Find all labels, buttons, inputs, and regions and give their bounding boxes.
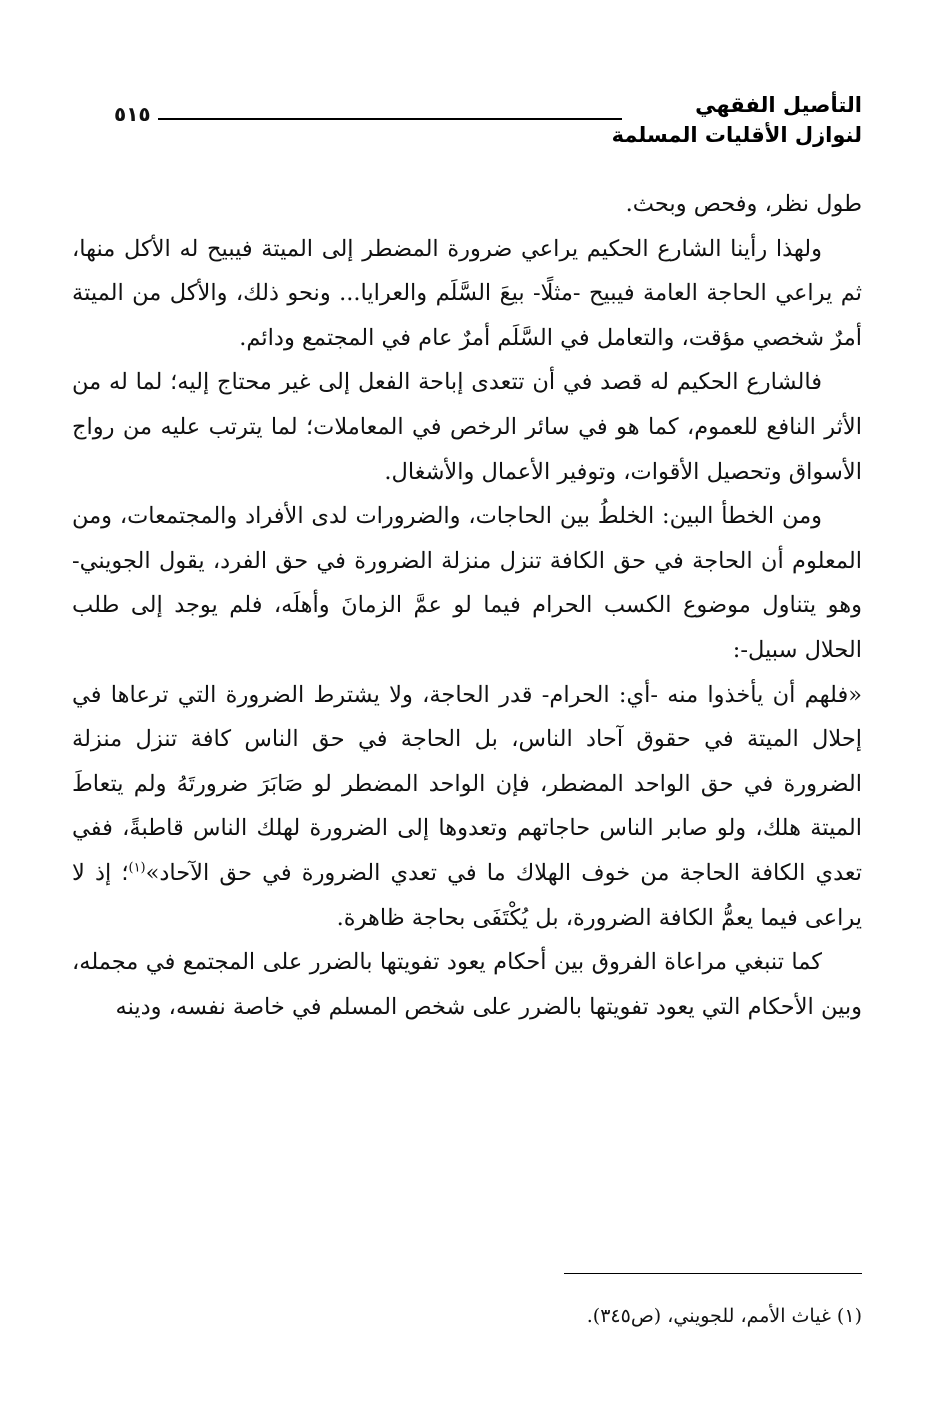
footnote-marker: (١) xyxy=(128,860,146,876)
page-header xyxy=(100,90,862,160)
running-title-line-1: التأصيل الفقهي xyxy=(695,93,862,117)
running-title xyxy=(612,90,862,150)
paragraph-2: ولهذا رأينا الشارع الحكيم يراعي ضرورة المضطر إلى الميتة فيبيح له الأكل منها، ثم يراعي الحاجة العامة فيبيح -مثلًا- بيعَ السَّلَم والعرايا... ونحو ذلك، والأكل من الميتة أمرٌ شخصي مؤقت، والتعامل في السَّلَم أمرٌ عام في المجتمع ودائم. xyxy=(72,235,862,351)
footnote-rule xyxy=(564,1273,862,1274)
paragraph-4: ومن الخطأ البين: الخلطُ بين الحاجات، والضرورات لدى الأفراد والمجتمعات، ومن المعلوم أن الحاجة في حق الكافة تنزل منزلة الضرورة في حق الفرد، يقول الجويني-وهو يتناول موضوع الكسب الحرام فيما لو عمَّ الزمانَ وأهلَه، فلم يوجد إلى طلب الحلال سبيل-: xyxy=(72,503,862,663)
quote-continuation: ؛ إذ لا يراعى فيما يعمُّ الكافة الضرورة، بل يُكْتَفَى بحاجة ظاهرة. xyxy=(72,859,862,931)
paragraph-3: فالشارع الحكيم له قصد في أن تتعدى إباحة الفعل إلى غير محتاج إليه؛ لما له من الأثر النافع للعموم، كما هو في سائر الرخص في المعاملات؛ لما يترتب عليه من رواج الأسواق وتحصيل الأقوات، وتوفير الأعمال والأشغال. xyxy=(72,369,862,485)
main-text xyxy=(72,182,862,1029)
running-title-line-2: لنوازل الأقليات المسلمة xyxy=(611,123,862,147)
quoted-paragraph xyxy=(72,673,862,941)
paragraph-1: طول نظر، وفحص وبحث. xyxy=(625,191,862,217)
quote-text: «فلهم أن يأخذوا منه -أي: الحرام- قدر الحاجة، ولا يشترط الضرورة التي ترعاها في إحلال الميتة في حقوق آحاد الناس، بل الحاجة في حق الناس كافة تنزل منزلة الضرورة في حق الواحد المضطر، فإن الواحد المضطر لو صَابَرَ ضرورتَهُ ولم يتعاطَ الميتة هلك، ولو صابر الناس حاجاتهم وتعدوها إلى الضرورة لهلك الناس قاطبةً، ففي تعدي الكافة الحاجة من خوف الهلاك ما في تعدي الضرورة في حق الآحاد» xyxy=(72,681,862,886)
paragraph-final: كما تنبغي مراعاة الفروق بين أحكام يعود تفويتها بالضرر على المجتمع في مجمله، وبين الأحكام التي يعود تفويتها بالضرر على شخص المسلم في خاصة نفسه، ودينه xyxy=(72,949,862,1020)
footnote: (١) غياث الأمم، للجويني، (ص٣٤٥). xyxy=(586,1305,862,1327)
page-number: ٥١٥ xyxy=(114,102,151,126)
header-rule xyxy=(158,118,622,120)
